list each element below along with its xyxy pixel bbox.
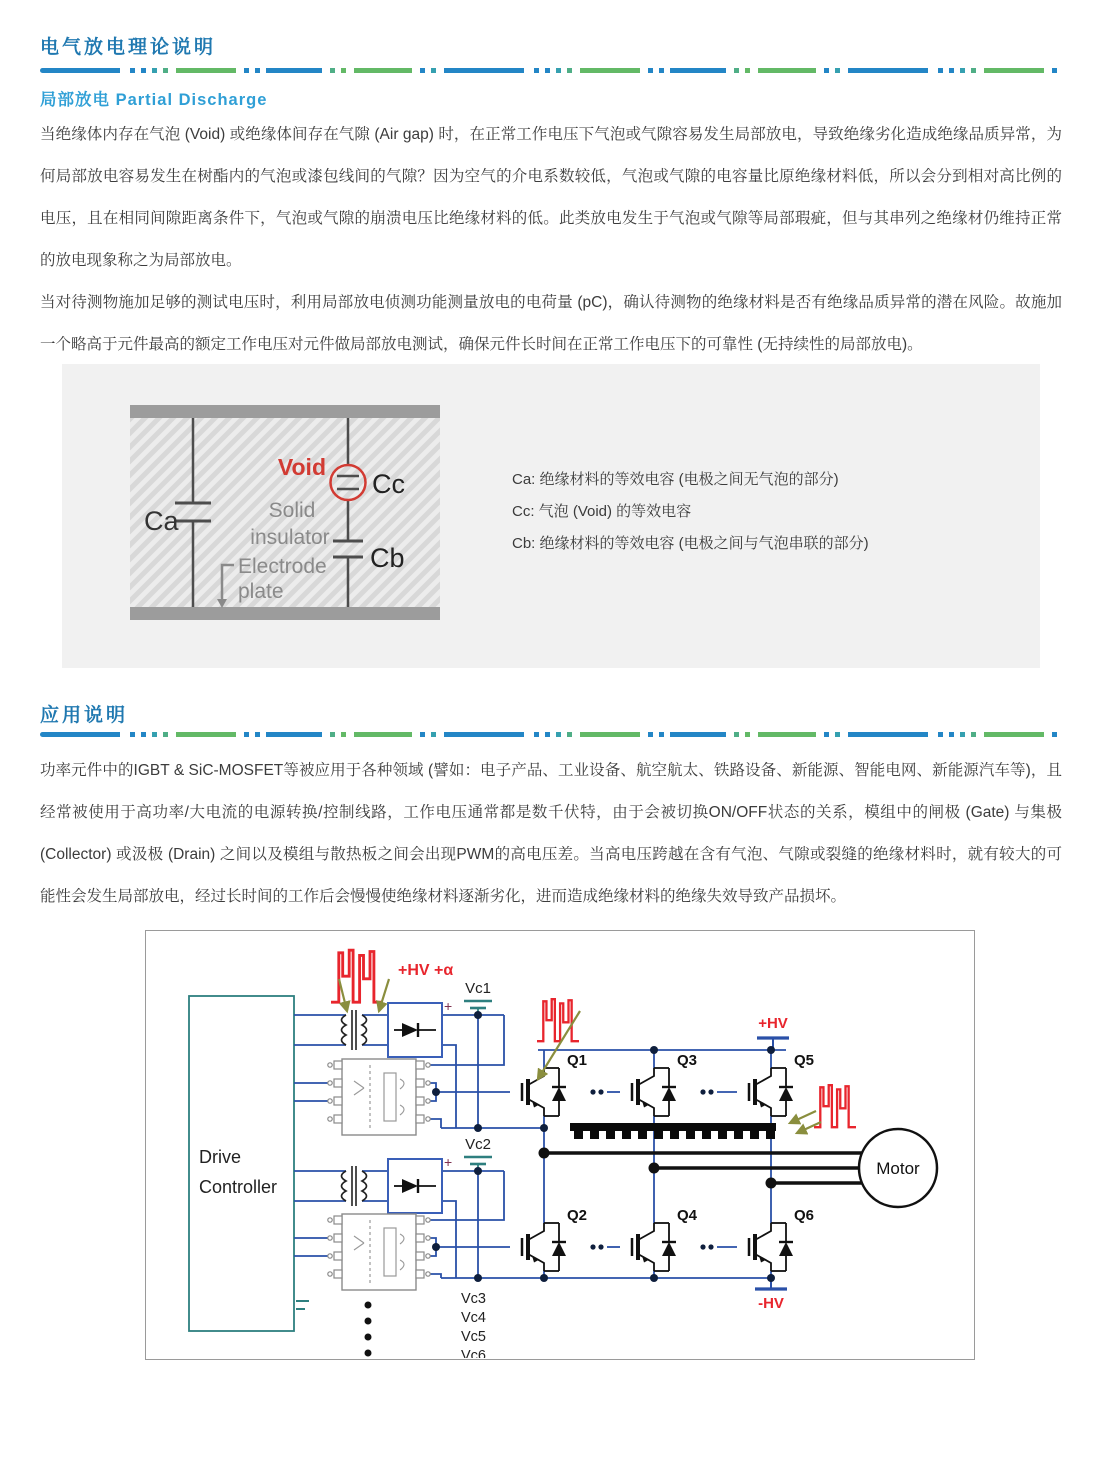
- q1-label: Q1: [567, 1052, 588, 1069]
- drive-controller-label-2: Controller: [199, 1177, 278, 1197]
- electrode-plate-top: [130, 405, 440, 418]
- igbt-q5: [749, 1068, 793, 1116]
- igbt-q2: [522, 1223, 566, 1271]
- capacitance-legend: [512, 464, 869, 560]
- controller-terminal-marks: [296, 1301, 309, 1309]
- electrode-plate-label-1: Electrode: [238, 555, 327, 578]
- hv-minus-label: -HV: [758, 1295, 784, 1312]
- drive-controller-label-1: Drive: [199, 1147, 242, 1167]
- q6-label: Q6: [794, 1207, 815, 1224]
- vc5-label: Vc5: [461, 1329, 486, 1345]
- phase-lines: [544, 1153, 862, 1183]
- legend-line-cc: Cc: 气泡 (Void) 的等效电容: [512, 503, 692, 520]
- section-separator: [40, 68, 1062, 73]
- isolation-transformer-1: [342, 1003, 443, 1057]
- igbt-q6: [749, 1223, 793, 1271]
- q3-label: Q3: [677, 1052, 698, 1069]
- section-title-application: 应用说明: [40, 705, 129, 726]
- cc-label: Cc: [372, 469, 405, 499]
- insulator-capacitance-diagram: [130, 405, 440, 620]
- electrode-plate-bottom: [130, 607, 440, 620]
- vc4-label: Vc4: [461, 1310, 486, 1326]
- section-separator-2: [40, 732, 1062, 737]
- cb-label: Cb: [370, 543, 405, 573]
- hv-plus-label: +HV: [758, 1015, 788, 1032]
- motor-label: Motor: [876, 1159, 920, 1178]
- pwm-waveform-2: [537, 999, 579, 1041]
- rectifier1-plus-mark: +: [444, 998, 453, 1014]
- solid-insulator-label-1: Solid: [268, 499, 316, 522]
- isolation-transformer-2: [342, 1159, 443, 1213]
- vc1-label: Vc1: [465, 980, 491, 997]
- pwm-waveform-1: [331, 950, 383, 1002]
- vc3-label: Vc3: [461, 1291, 486, 1307]
- electrode-plate-label-2: plate: [238, 580, 284, 603]
- gate-driver-ic-2: [328, 1214, 430, 1290]
- gate-driver-ic-1: [328, 1059, 430, 1135]
- legend-line-cb: Cb: 绝缘材料的等效电容 (电极之间与气泡串联的部分): [512, 535, 869, 552]
- solid-insulator-label-2: insulator: [250, 526, 330, 549]
- void-label: Void: [277, 454, 326, 480]
- igbt-q3: [632, 1068, 676, 1116]
- paragraph-theory-2: 当对待测物施加足够的测试电压时，利用局部放电侦测功能测量放电的电荷量 (pC)，确认待测物的绝缘材料是否有绝缘品质异常的潜在风险。故施加一个略高于元件最高的额定工作电压对元件做局部放电测试，确保元件长时间在正常工作电压下的可靠性 (无持续性的局部放电)。: [40, 294, 1062, 353]
- page-title: 电气放电理论说明: [40, 37, 217, 58]
- heatsink: [570, 1123, 776, 1139]
- ca-label: Ca: [144, 506, 179, 536]
- pwm-waveform-3: [814, 1085, 856, 1127]
- paragraph-theory-1: 当绝缘体内存在气泡 (Void) 或绝缘体间存在气隙 (Air gap) 时，在正常工作电压下气泡或气隙容易发生局部放电，导致绝缘劣化造成绝缘品质异常，为何局部放电容易发生在树酯内的气泡或漆包线间的气隙？因为空气的介电系数较低，气泡或气隙的电容量比原绝缘材料低，所以会分到相对高比例的电压，且在相同间隙距离条件下，气泡或气隙的崩溃电压比绝缘材料的低。此类放电发生于气泡或气隙等局部瑕疵，但与其串列之绝缘材仍维持正常的放电现象称之为局部放电。: [40, 126, 1062, 269]
- inverter-circuit-diagram: [146, 931, 973, 1358]
- paragraph-application: 功率元件中的IGBT & SiC-MOSFET等被应用于各种领域 (譬如：电子产品、工业设备、航空航太、铁路设备、新能源、智能电网、新能源汽车等)，且经常被使用于高功率/大电流的电源转换/控制线路，工作电压通常都是数千伏特，由于会被切换ON/OFF状态的关系，模组中的闸极 (Gate) 与集极 (Collector) 或汲极 (Drain) 之间以及模组与散热板之间会出现PWM的高电压差。当高电压跨越在含有气泡、气隙或裂缝的绝缘材料时，就有较大的可能性会发生局部放电，经过长时间的工作后会慢慢使绝缘材料逐渐劣化，进而造成绝缘材料的绝缘失效导致产品损坏。: [40, 762, 1062, 905]
- insulator-diagram-panel: [62, 364, 1040, 668]
- q4-label: Q4: [677, 1207, 698, 1224]
- inverter-circuit-panel: [145, 930, 975, 1360]
- igbt-q4: [632, 1223, 676, 1271]
- igbt-q1: [522, 1068, 566, 1116]
- more-drivers-ellipsis: [365, 1302, 372, 1357]
- subsection-title-partial-discharge: 局部放电 Partial Discharge: [40, 91, 268, 109]
- q5-label: Q5: [794, 1052, 815, 1069]
- vc2-label: Vc2: [465, 1136, 491, 1153]
- q2-label: Q2: [567, 1207, 588, 1224]
- hv-alpha-label: +HV +α: [398, 962, 454, 979]
- vc6-label: Vc6: [461, 1348, 486, 1358]
- legend-line-ca: Ca: 绝缘材料的等效电容 (电极之间无气泡的部分): [512, 471, 839, 488]
- rectifier2-plus-mark: +: [444, 1154, 453, 1170]
